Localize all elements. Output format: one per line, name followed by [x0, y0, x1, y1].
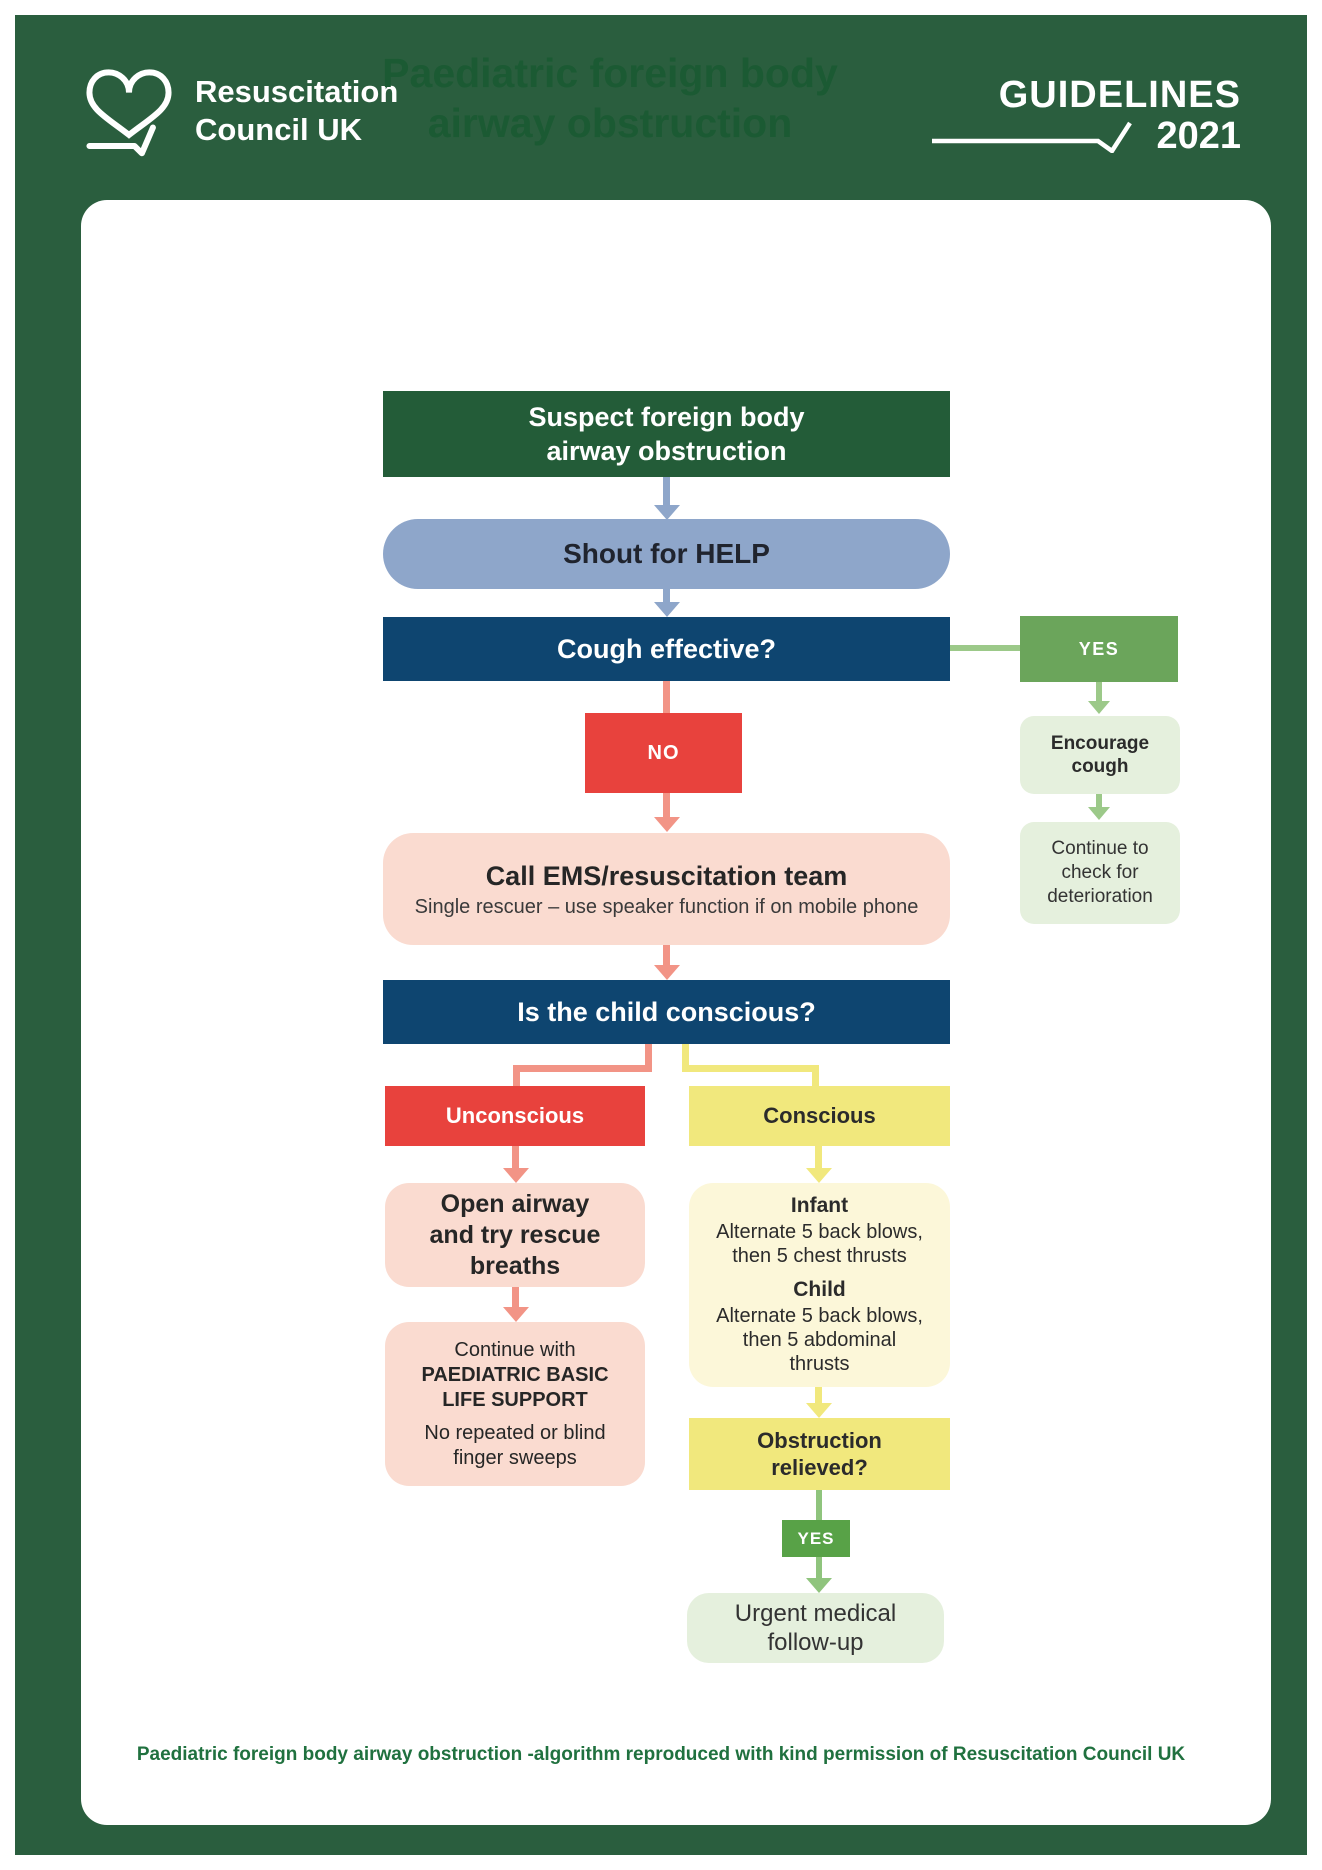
- arrow-yes-to-encourage: [1096, 682, 1102, 702]
- arrow-no-to-ems: [663, 793, 670, 819]
- open-airway-box: Open airway and try rescue breaths: [385, 1183, 645, 1287]
- page-title: Paediatric foreign body airway obstruction: [382, 50, 838, 146]
- connector-conscious-h: [682, 1065, 819, 1072]
- continue-bls-box: Continue with PAEDIATRIC BASIC LIFE SUPPORT No repeated or blind finger sweeps: [385, 1322, 645, 1486]
- arrow-openairway-to-bls: [512, 1287, 519, 1309]
- cough-effective-box: Cough effective?: [383, 617, 950, 681]
- arrowhead-shout-to-cough: [654, 602, 680, 617]
- brand-name: Resuscitation Council UK: [195, 74, 399, 147]
- conscious-box: Conscious: [689, 1086, 950, 1146]
- guidelines-label: GUIDELINES: [998, 74, 1241, 116]
- call-ems-box: Call EMS/resuscitation team Single rescuer – use speaker function if on mobile phone: [383, 833, 950, 945]
- obstruction-relieved-box: Obstruction relieved?: [689, 1418, 950, 1490]
- suspect-obstruction-box: Suspect foreign body airway obstruction: [383, 391, 950, 477]
- encourage-cough-box: Encourage cough: [1020, 716, 1180, 794]
- arrow-unconscious-to-openairway: [512, 1146, 519, 1170]
- attribution-footer: Paediatric foreign body airway obstruction -algorithm reproduced with kind permission of Resuscitation Council UK: [136, 1744, 1186, 1765]
- arrowhead-suspect-to-shout: [654, 505, 680, 520]
- arrowhead-yes-to-encourage: [1088, 701, 1110, 714]
- arrowhead-actions-to-obstruction: [806, 1403, 832, 1418]
- guidelines-year: 2021: [1156, 115, 1241, 157]
- arrowhead-encourage-to-check: [1088, 807, 1110, 820]
- arrowhead-openairway-to-bls: [503, 1307, 529, 1322]
- yes-relieved-box: YES: [782, 1520, 850, 1557]
- connector-conscious-v2: [812, 1065, 819, 1086]
- no-box: NO: [585, 713, 742, 793]
- infant-child-actions-box: Infant Alternate 5 back blows, then 5 chest thrusts Child Alternate 5 back blows, then 5 abdominal thrusts: [689, 1183, 950, 1387]
- arrowhead-unconscious-to-openairway: [503, 1168, 529, 1183]
- yes-effective-box: YES: [1020, 616, 1178, 682]
- unconscious-box: Unconscious: [385, 1086, 645, 1146]
- is-child-conscious-box: Is the child conscious?: [383, 980, 950, 1044]
- arrowhead-obstruction-to-urgent: [806, 1578, 832, 1593]
- arrow-conscious-to-actions: [815, 1146, 822, 1170]
- connector-unconscious-v2: [513, 1065, 520, 1086]
- arrowhead-no-to-ems: [654, 817, 680, 832]
- connector-unconscious-h: [513, 1065, 652, 1072]
- arrow-ems-to-conscious: [663, 945, 670, 967]
- heart-pulse-logo-icon: [81, 65, 177, 157]
- shout-for-help-box: Shout for HELP: [383, 519, 950, 589]
- connector-cough-to-no: [663, 681, 670, 713]
- arrowhead-ems-to-conscious: [654, 965, 680, 980]
- arrowhead-conscious-to-actions: [806, 1168, 832, 1183]
- connector-cough-to-yes: [950, 645, 1020, 651]
- continue-check-deterioration-box: Continue to check for deterioration: [1020, 822, 1180, 924]
- arrow-suspect-to-shout: [663, 477, 670, 507]
- arrow-encourage-to-check: [1096, 794, 1102, 808]
- urgent-followup-box: Urgent medical follow-up: [687, 1593, 944, 1663]
